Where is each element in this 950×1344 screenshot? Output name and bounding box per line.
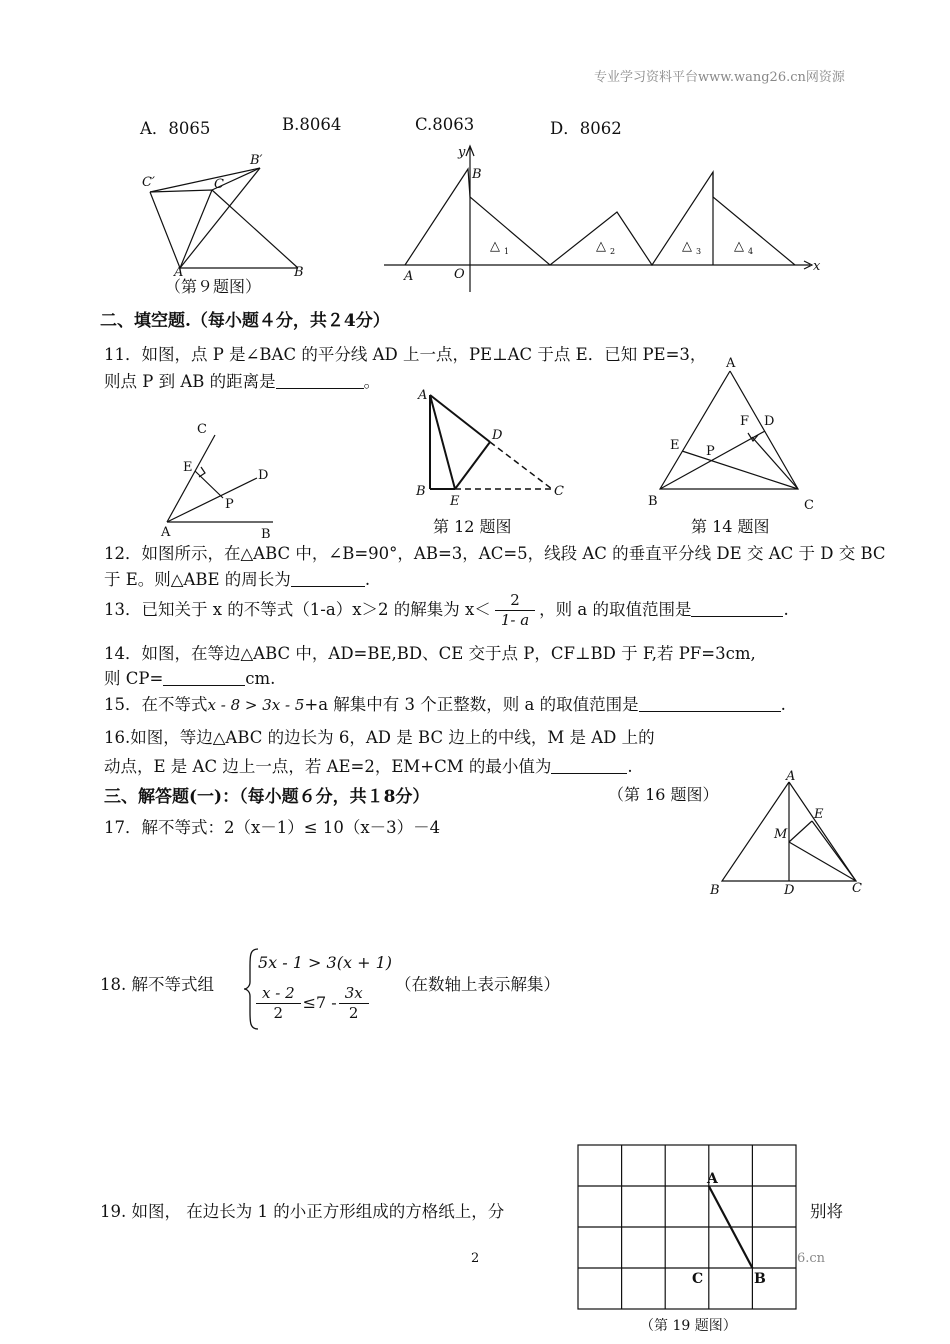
fig16-label: B — [710, 883, 720, 898]
fig12-label: D — [492, 428, 503, 443]
fig16-label: M — [774, 827, 788, 842]
fig16-label: E — [814, 807, 824, 822]
header-watermark: 专业学习资料平台www.wang26.cn网资源 — [594, 70, 845, 85]
q18-note: （在数轴上表示解集） — [395, 975, 560, 994]
fig14-caption: 第 14 题图 — [691, 517, 770, 536]
q15-post: +a 解集中有 3 个正整数，则 a 的取值范围是 — [304, 695, 639, 714]
fig10-label: △ — [490, 239, 500, 254]
q12-end: . — [364, 570, 371, 589]
fig12-label: E — [450, 494, 460, 509]
figure-10 — [380, 142, 830, 297]
q15 — [104, 691, 786, 715]
q18-frac1 — [256, 984, 301, 1023]
q14-text: 则 CP= — [104, 669, 164, 688]
footer-watermark: 6.cn — [797, 1251, 826, 1266]
q16-line2 — [104, 753, 633, 777]
fig10-label: 2 — [610, 247, 616, 256]
fig9-label: B′ — [250, 153, 263, 168]
fig9-label: C — [214, 177, 224, 192]
q12-text: 于 E。则△ABE 的周长为 — [104, 570, 291, 589]
fig11-label: A — [161, 525, 171, 540]
q19-text: 19. 如图， 在边长为 1 的小正方形组成的方格纸上，分 — [100, 1202, 505, 1221]
q18-frac1-num: x - 2 — [256, 984, 301, 1004]
fig10-label: B — [472, 167, 482, 182]
fig10-label: 3 — [696, 247, 702, 256]
answer-blank — [276, 372, 364, 390]
fig16-label: A — [786, 769, 796, 784]
answer-blank — [691, 599, 783, 617]
fig11-label: D — [258, 468, 269, 483]
q18-frac2-num: 3x — [339, 984, 369, 1004]
fig16-label: D — [784, 883, 795, 898]
fig9-label: C′ — [142, 175, 155, 190]
fig11-label: B — [261, 527, 271, 540]
fig19-caption: （第 19 题图） — [640, 1318, 737, 1334]
q18-mid: ≤7 - — [302, 992, 337, 1012]
q12-line1: 12．如图所示，在△ABC 中，∠B=90°，AB=3，AC=5，线段 AC 的垂直平分线 DE 交 AC 于 D 交 BC — [104, 544, 886, 563]
fig10-label: 1 — [504, 247, 510, 256]
fig19-label: B — [754, 1271, 766, 1287]
fig12-label: C — [554, 484, 564, 499]
fig10-label: A — [404, 269, 414, 284]
q16-text: 动点，E 是 AC 边上一点，若 AE=2，EM+CM 的最小值为 — [104, 757, 552, 776]
fig10-label: △ — [734, 239, 744, 254]
answer-blank — [163, 669, 245, 687]
figure-16 — [700, 766, 870, 901]
q11-text: 则点 P 到 AB 的距离是 — [104, 372, 276, 391]
fig12-label: A — [418, 388, 428, 403]
q18-frac2-den: 2 — [348, 1003, 359, 1022]
q13-end: . — [783, 599, 789, 619]
figure-19 — [576, 1143, 798, 1315]
q14-line2 — [104, 665, 275, 689]
section-2-title: 二、填空题.（每小题４分，共２4分） — [100, 311, 390, 331]
q13-frac-num: 2 — [495, 591, 535, 611]
fig12-label: B — [416, 484, 426, 499]
fig16-caption: （第 16 题图） — [608, 785, 719, 804]
fig9-label: B — [294, 265, 304, 280]
fig9-label: A — [174, 265, 184, 280]
fig9-caption: （第９题图） — [165, 277, 262, 296]
fig10-label: △ — [596, 239, 606, 254]
fig11-label: E — [183, 460, 193, 475]
q18-label: 18. 解不等式组 — [100, 975, 214, 994]
q15-pre: 15．在不等式 — [104, 695, 208, 714]
fig11-label: C — [197, 422, 207, 437]
q10-option-c: C.8063 — [415, 115, 475, 134]
q18-eq2 — [256, 984, 369, 1023]
q13-fraction — [495, 591, 535, 630]
answer-blank — [639, 695, 781, 713]
page-number: 2 — [471, 1251, 480, 1266]
section-3-title: 三、解答题(一)：（每小题６分，共１8分） — [104, 787, 430, 807]
q10-option-d: D．8062 — [550, 119, 622, 138]
q11-end: 。 — [363, 372, 381, 391]
q13-frac-den: 1- a — [500, 610, 530, 629]
q14-end: cm. — [245, 669, 276, 688]
q13 — [104, 591, 789, 630]
fig14-label: A — [726, 356, 736, 371]
figure-11 — [155, 415, 285, 540]
q18-frac2 — [339, 984, 369, 1023]
q14-line1: 14．如图，在等边△ABC 中，AD=BE,BD、CE 交于点 P，CF⊥BD 于 F,若 PF=3cm, — [104, 644, 756, 663]
fig10-label: x — [813, 259, 821, 274]
q17: 17．解不等式：2（x－1）≤ 10（x－3）－4 — [104, 818, 441, 837]
q16-end: . — [627, 757, 633, 776]
q10-option-b: B.8064 — [282, 115, 342, 134]
q18-frac1-den: 2 — [273, 1003, 284, 1022]
fig12-caption: 第 12 题图 — [433, 517, 512, 536]
q13-pre: 13．已知关于 x 的不等式（1-a）x＞2 的解集为 x＜ — [104, 599, 491, 619]
figure-14 — [640, 355, 825, 515]
fig10-label: O — [454, 267, 465, 282]
q15-math: x - 8 > 3x - 5 — [207, 696, 305, 714]
answer-blank — [551, 757, 627, 775]
q19-tail: 别将 — [810, 1202, 843, 1221]
q11-line1: 11．如图，点 P 是∠BAC 的平分线 AD 上一点，PE⊥AC 于点 E．已知 PE=3， — [104, 345, 707, 364]
fig19-label: A — [707, 1171, 718, 1187]
fig14-label: B — [648, 494, 658, 509]
fig14-label: F — [740, 414, 750, 429]
fig11-label: P — [225, 497, 234, 512]
fig19-label: C — [692, 1271, 704, 1287]
q10-option-a: A．8065 — [140, 119, 211, 138]
fig10-label: △ — [682, 239, 692, 254]
q13-post: ，则 a 的取值范围是 — [539, 599, 692, 619]
q11-line2 — [104, 368, 380, 392]
fig14-label: D — [764, 414, 775, 429]
fig14-label: P — [706, 444, 715, 459]
fig16-label: C — [852, 881, 862, 896]
figure-12 — [410, 385, 575, 510]
fig10-label: 4 — [748, 247, 754, 256]
answer-blank — [291, 570, 365, 588]
fig10-label: y — [458, 145, 466, 160]
fig14-label: E — [670, 438, 680, 453]
q18-eq1: 5x - 1 > 3(x + 1) — [258, 953, 392, 972]
q15-end: . — [780, 695, 786, 714]
fig14-label: C — [804, 498, 814, 513]
q16-line1: 16.如图，等边△ABC 的边长为 6，AD 是 BC 边上的中线，M 是 AD 上的 — [104, 728, 655, 747]
q12-line2 — [104, 566, 370, 590]
